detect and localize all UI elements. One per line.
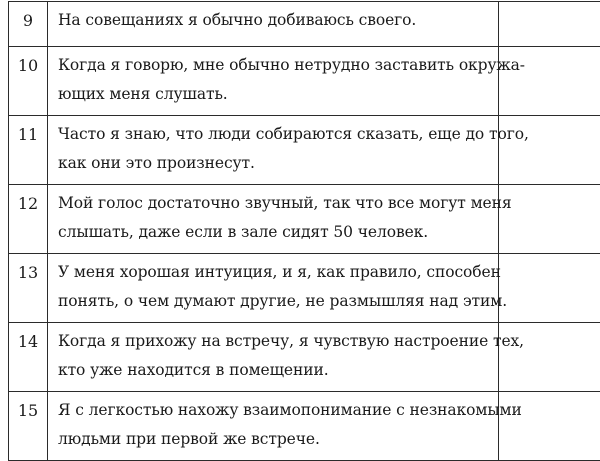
statement-line: кто уже находится в помещении. xyxy=(58,356,492,385)
statement-line: Мой голос достаточно звучный, так что все могут меня xyxy=(58,189,492,218)
statement-line: Часто я знаю, что люди собираются сказать, еще до того, xyxy=(58,120,492,149)
item-statement xyxy=(48,254,499,323)
table-row xyxy=(9,392,600,461)
statement-line: На совещаниях я обычно добиваюсь своего. xyxy=(58,6,492,35)
item-number: 12 xyxy=(9,185,48,254)
table-row xyxy=(9,185,600,254)
item-number: 9 xyxy=(9,2,48,47)
item-number: 10 xyxy=(9,47,48,116)
table-row xyxy=(9,254,600,323)
item-statement xyxy=(48,47,499,116)
statement-line: ющих меня слушать. xyxy=(58,80,492,109)
item-number: 11 xyxy=(9,116,48,185)
item-number: 13 xyxy=(9,254,48,323)
item-statement xyxy=(48,2,499,47)
item-statement xyxy=(48,185,499,254)
item-number: 15 xyxy=(9,392,48,461)
statement-line: У меня хорошая интуиция, и я, как правило, способен xyxy=(58,258,492,287)
table-row xyxy=(9,323,600,392)
statement-line: понять, о чем думают другие, не размышляя над этим. xyxy=(58,287,492,316)
item-statement xyxy=(48,392,499,461)
item-number: 14 xyxy=(9,323,48,392)
item-statement xyxy=(48,116,499,185)
statement-line: Когда я прихожу на встречу, я чувствую настроение тех, xyxy=(58,327,492,356)
statement-line: как они это произнесут. xyxy=(58,149,492,178)
statement-line: людьми при первой же встрече. xyxy=(58,425,492,454)
answer-cell[interactable] xyxy=(499,2,600,47)
answer-cell[interactable] xyxy=(499,185,600,254)
questionnaire-table xyxy=(8,1,600,461)
answer-cell[interactable] xyxy=(499,254,600,323)
statement-line: Когда я говорю, мне обычно нетрудно заставить окружа- xyxy=(58,51,492,80)
item-statement xyxy=(48,323,499,392)
table-row xyxy=(9,47,600,116)
table-row xyxy=(9,116,600,185)
statement-line: Я с легкостью нахожу взаимопонимание с незнакомыми xyxy=(58,396,492,425)
table-row xyxy=(9,2,600,47)
statement-line: слышать, даже если в зале сидят 50 человек. xyxy=(58,218,492,247)
